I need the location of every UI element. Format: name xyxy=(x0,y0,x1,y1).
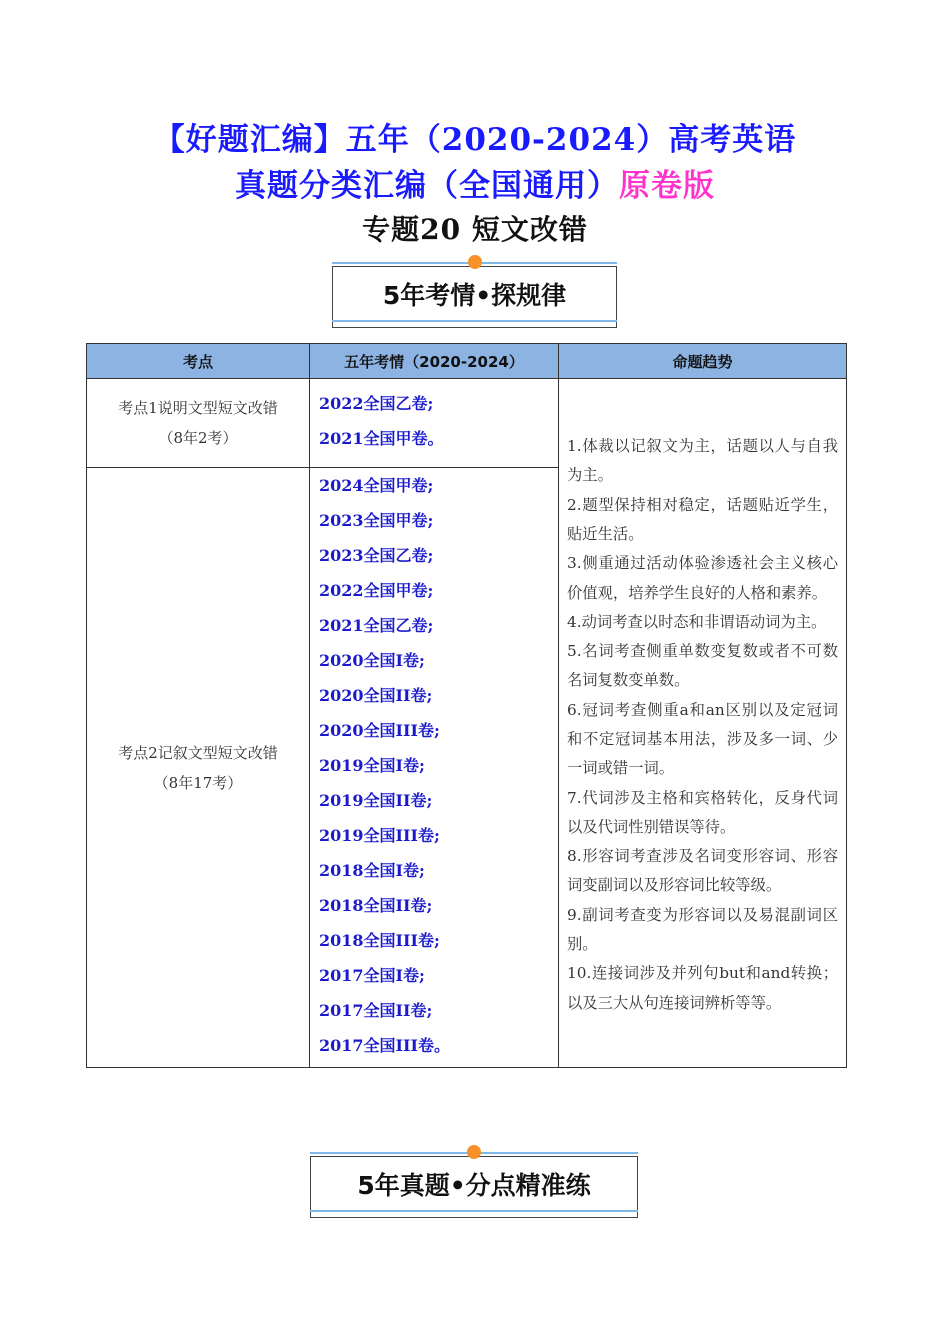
paper-item: 2020全国I卷; xyxy=(319,651,425,670)
paper-list-cell xyxy=(310,379,559,468)
paper-item: 2024全国甲卷; xyxy=(319,476,434,495)
exam-analysis-table xyxy=(86,343,847,1068)
paper-item: 2020全国III卷; xyxy=(319,721,440,740)
paper-item: 2017全国II卷; xyxy=(319,1001,433,1020)
exam-point-count: （8年2考） xyxy=(158,429,238,447)
paper-item: 2017全国I卷; xyxy=(319,966,425,985)
trend-item: 8.形容词考查涉及名词变形容词、形容词变副词以及形容词比较等级。 xyxy=(567,847,838,895)
exam-point-label: 考点1说明文型短文改错 xyxy=(118,399,278,417)
section-heading: 5年真题•分点精准练 xyxy=(357,1171,591,1200)
title-collection-label: 真题分类汇编（全国通用） xyxy=(235,168,619,204)
section-banner-trends xyxy=(332,262,617,328)
paper-item: 2022全国甲卷; xyxy=(319,581,434,600)
trend-item: 7.代词涉及主格和宾格转化，反身代词以及代词性别错误等待。 xyxy=(567,788,838,836)
paper-item: 2021全国甲卷。 xyxy=(319,429,444,448)
orange-dot-icon xyxy=(468,255,482,269)
trend-item: 9.副词考查变为形容词以及易混副词区别。 xyxy=(567,905,838,954)
table-header-row xyxy=(87,344,847,379)
banner-bottom-line xyxy=(332,320,617,322)
orange-dot-icon xyxy=(467,1145,481,1159)
paper-item: 2022全国乙卷; xyxy=(319,394,434,413)
column-header-trend: 命题趋势 xyxy=(559,344,847,379)
trend-item: 4.动词考查以时态和非谓语动词为主。 xyxy=(567,612,827,631)
exam-point-count: （8年17考） xyxy=(153,773,243,792)
document-title-line1: 【好题汇编】五年（2020-2024）高考英语 xyxy=(153,122,797,158)
column-header-point: 考点 xyxy=(87,344,310,379)
exam-point-label: 考点2记叙文型短文改错 xyxy=(118,743,278,762)
trend-item: 2.题型保持相对稳定，话题贴近学生，贴近生活。 xyxy=(567,495,838,543)
trend-item: 10.连接词涉及并列句but和and转换；以及三大从句连接词辨析等等。 xyxy=(567,964,838,1012)
paper-item: 2018全国I卷; xyxy=(319,861,425,880)
section-banner-practice xyxy=(310,1152,638,1218)
paper-item: 2017全国III卷。 xyxy=(319,1036,450,1055)
trend-cell xyxy=(559,379,847,1068)
table-row xyxy=(87,379,847,468)
banner-bottom-line xyxy=(310,1210,638,1212)
trend-item: 3.侧重通过活动体验渗透社会主义核心价值观，培养学生良好的人格和素养。 xyxy=(567,554,838,602)
paper-item: 2019全国II卷; xyxy=(319,791,433,810)
paper-item: 2023全国甲卷; xyxy=(319,511,434,530)
trend-item: 1.体裁以记叙文为主，话题以人与自我为主。 xyxy=(567,437,838,485)
section-heading: 5年考情•探规律 xyxy=(382,281,567,310)
paper-item: 2018全国III卷; xyxy=(319,931,440,950)
exam-point-cell xyxy=(87,468,310,1068)
paper-item: 2018全国II卷; xyxy=(319,896,433,915)
paper-item: 2019全国III卷; xyxy=(319,826,440,845)
trend-item: 5.名词考查侧重单数变复数或者不可数名词复数变单数。 xyxy=(567,642,838,690)
paper-list-cell xyxy=(310,468,559,1068)
edition-tag: 原卷版 xyxy=(619,168,715,204)
paper-item: 2023全国乙卷; xyxy=(319,546,434,565)
exam-point-cell xyxy=(87,379,310,468)
topic-subtitle: 专题20 短文改错 xyxy=(362,213,588,246)
paper-item: 2019全国I卷; xyxy=(319,756,425,775)
column-header-history: 五年考情（2020-2024） xyxy=(310,344,559,379)
paper-item: 2021全国乙卷; xyxy=(319,616,434,635)
paper-item: 2020全国II卷; xyxy=(319,686,433,705)
trend-item: 6.冠词考查侧重a和an区别以及定冠词和不定冠词基本用法，涉及多一词、少一词或错一词。 xyxy=(567,700,838,778)
document-title-line2 xyxy=(0,160,950,205)
